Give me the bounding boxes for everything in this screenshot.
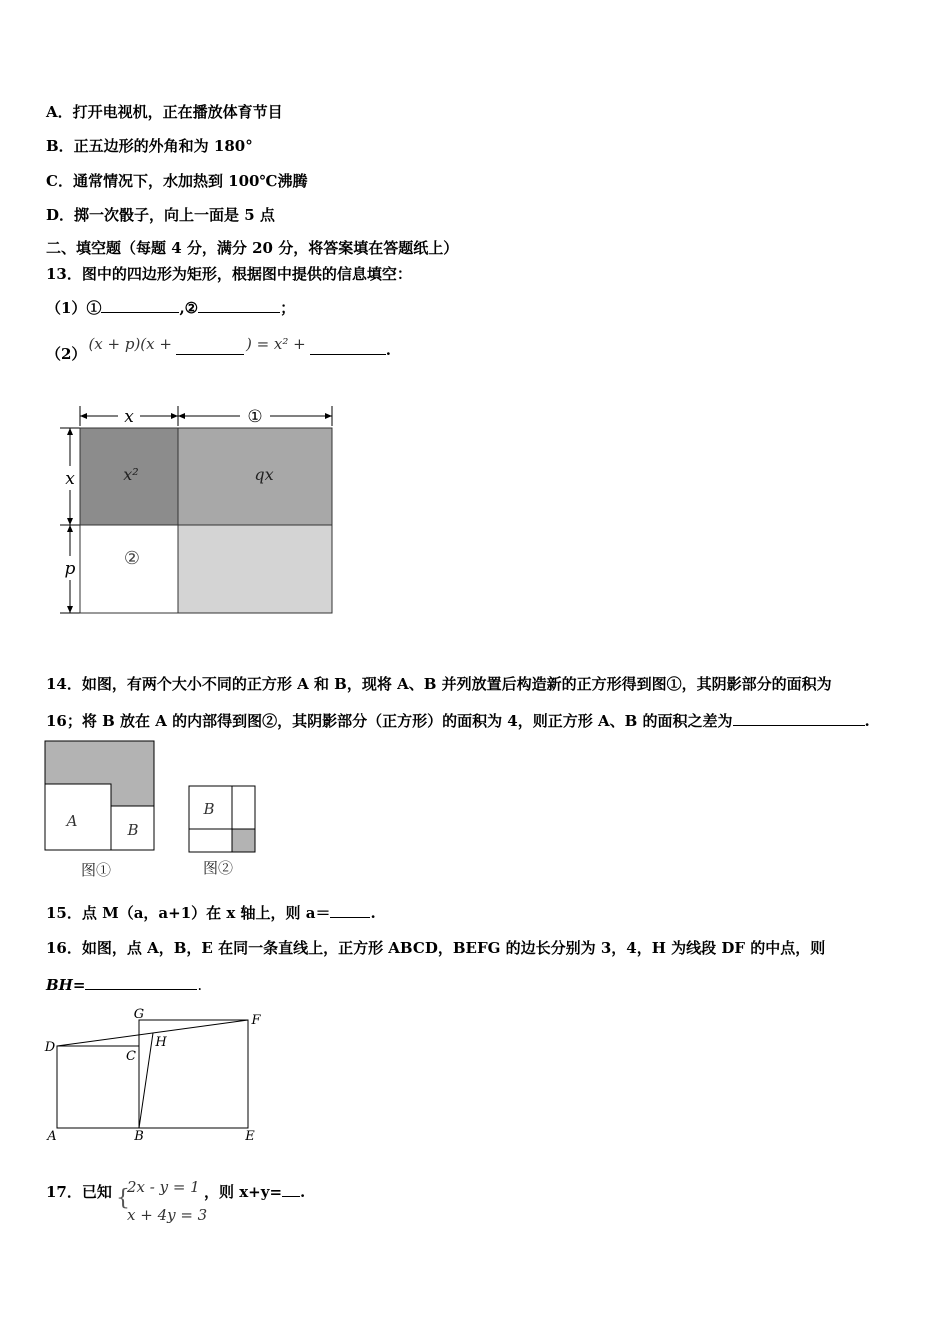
q13-blank-4[interactable] xyxy=(310,340,386,355)
label-f: F xyxy=(251,1013,261,1028)
q15-end: . xyxy=(370,904,376,922)
label-a: A xyxy=(47,1129,57,1144)
q17-answer-blank[interactable] xyxy=(282,1182,300,1197)
q13-blank-3[interactable] xyxy=(176,340,244,355)
fig2-caption: 图② xyxy=(202,859,234,877)
label-circle-2: ② xyxy=(123,548,141,569)
cell-2 xyxy=(80,525,178,613)
fig1-caption: 图① xyxy=(80,861,112,879)
q14-line2-text: 16；将 B 放在 A 的内部得到图②，其阴影部分（正方形）的面积为 4，则正方形 A、B 的面积之差为 xyxy=(46,712,733,730)
q13-part1-end: ； xyxy=(280,299,296,317)
fig1-label-b: B xyxy=(127,821,139,839)
arrow-head xyxy=(171,413,178,419)
arrow-head xyxy=(178,413,185,419)
q17-suffix xyxy=(204,1182,305,1202)
q14-line1: 14．如图，有两个大小不同的正方形 A 和 B，现将 A、B 并列放置后构造新的正方形得到图①，其阴影部分的面积为 xyxy=(46,675,832,693)
q16-line1: 16．如图，点 A，B，E 在同一条直线上，正方形 ABCD，BEFG 的边长分别为 3，4，H 为线段 DF 的中点，则 xyxy=(46,939,826,957)
q13-part1-circle1: ① xyxy=(86,299,102,317)
q14-figure-1 xyxy=(44,740,160,882)
arrow-head xyxy=(67,525,73,532)
arrow-head xyxy=(325,413,332,419)
q15 xyxy=(46,903,376,923)
arrow-head xyxy=(67,428,73,435)
q15-answer-blank[interactable] xyxy=(330,903,370,918)
fig1-square-a xyxy=(45,784,111,850)
fig2-shaded-square xyxy=(232,829,255,852)
label-b: B xyxy=(134,1129,144,1144)
q13-part1-sep: ,② xyxy=(179,299,199,317)
label-x-squared: x² xyxy=(123,465,139,484)
label-e: E xyxy=(245,1129,255,1144)
q13-part1-label: （1） xyxy=(46,299,87,317)
q17-eq1: 2x - y = 1 xyxy=(127,1178,200,1196)
fig1-label-a: A xyxy=(66,812,78,830)
top-label-x: x xyxy=(124,407,134,427)
option-a: A．打开电视机，正在播放体育节目 xyxy=(46,103,283,121)
label-g: G xyxy=(133,1007,145,1022)
q16-answer-blank[interactable] xyxy=(85,975,197,990)
q13-part2-expr1: (x + p)(x + xyxy=(88,335,172,353)
q13-blank-2[interactable] xyxy=(198,298,280,313)
arrow-head xyxy=(67,606,73,613)
section-title: 二、填空题（每题 4 分，满分 20 分，将答案填在答题纸上） xyxy=(46,239,459,257)
option-b: B．正五边形的外角和为 180° xyxy=(46,137,253,155)
q13-blank-1[interactable] xyxy=(101,298,179,313)
q17-prefix: 17．已知 xyxy=(46,1183,112,1201)
label-h: H xyxy=(155,1035,167,1050)
q13-part2-expr2: ) = x² + xyxy=(245,335,306,353)
arrow-head xyxy=(67,518,73,525)
q14-line2 xyxy=(46,711,870,731)
q17-end: . xyxy=(300,1183,306,1201)
q15-text: 15．点 M（a，a+1）在 x 轴上，则 a＝ xyxy=(46,904,331,922)
q13-rectangle-figure xyxy=(56,400,346,622)
fig2-label-b: B xyxy=(203,800,215,818)
label-qx: qx xyxy=(254,465,274,484)
left-label-p: p xyxy=(64,559,76,579)
top-label-1: ① xyxy=(247,407,263,427)
q13-stem: 13．图中的四边形为矩形，根据图中提供的信息填空： xyxy=(46,265,412,283)
segment-bh xyxy=(139,1033,153,1128)
label-c: C xyxy=(126,1049,136,1064)
q14-answer-blank[interactable] xyxy=(733,711,865,726)
left-label-x: x xyxy=(65,469,75,489)
q17-brace: { xyxy=(116,1186,130,1211)
q16-line2-end: . xyxy=(197,976,203,994)
q14-line2-end: . xyxy=(864,712,870,730)
q13-part2-label: （2） xyxy=(46,345,87,363)
q17-eq2: x + 4y = 3 xyxy=(127,1206,208,1224)
q16-line2 xyxy=(46,975,202,995)
q16-line2-text: BH= xyxy=(46,976,86,994)
option-d: D．掷一次骰子，向上一面是 5 点 xyxy=(46,206,275,224)
q14-figure-2 xyxy=(188,784,260,882)
label-d: D xyxy=(44,1040,56,1055)
arrow-head xyxy=(80,413,87,419)
q13-part1 xyxy=(46,298,295,318)
q13-part2 xyxy=(46,335,391,363)
q13-part2-end: . xyxy=(385,341,391,359)
option-c: C．通常情况下，水加热到 100℃沸腾 xyxy=(46,172,308,190)
cell-bottom-right xyxy=(178,525,332,613)
q17-suffix-text: ，则 x+y= xyxy=(204,1183,283,1201)
q16-squares-figure xyxy=(40,1004,270,1146)
